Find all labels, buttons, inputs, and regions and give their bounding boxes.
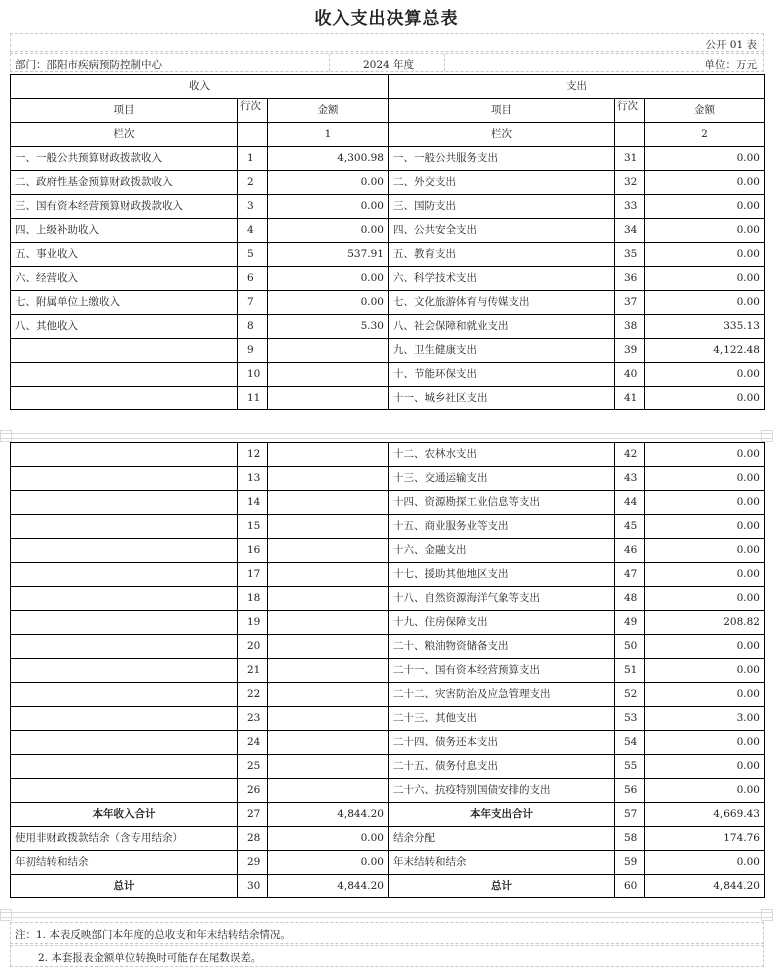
expense-row-number: 33 <box>614 194 644 218</box>
income-row-number: 30 <box>237 874 267 898</box>
expense-item-label: 十二、农林水支出 <box>388 442 614 466</box>
expense-amount: 0.00 <box>644 266 765 290</box>
info-divider <box>444 54 446 71</box>
income-amount: 0.00 <box>267 850 388 874</box>
income-amount: 0.00 <box>267 290 388 314</box>
expense-amount: 4,669.43 <box>644 802 765 826</box>
expense-row-number: 31 <box>614 146 644 170</box>
expense-row-number: 39 <box>614 338 644 362</box>
expense-item-label: 三、国防支出 <box>388 194 614 218</box>
table-row <box>10 266 765 290</box>
income-row-number: 5 <box>237 242 267 266</box>
note-2 <box>10 945 764 967</box>
expense-amount: 0.00 <box>644 218 765 242</box>
expense-amount: 335.13 <box>644 314 765 338</box>
income-item-label <box>10 682 237 706</box>
expense-row-number: 49 <box>614 610 644 634</box>
income-amount: 4,300.98 <box>267 146 388 170</box>
expense-amount: 0.00 <box>644 514 765 538</box>
expense-row-number: 46 <box>614 538 644 562</box>
income-amount <box>267 562 388 586</box>
income-item-label <box>10 514 237 538</box>
table-row <box>10 754 765 778</box>
income-item-label: 本年收入合计 <box>10 802 237 826</box>
table-row <box>10 778 765 802</box>
income-item-label: 六、经营收入 <box>10 266 237 290</box>
income-row-number: 10 <box>237 362 267 386</box>
expense-amount: 0.00 <box>644 586 765 610</box>
income-amount-header: 金额 <box>267 98 388 122</box>
expense-item-label: 二十、粮油物资储备支出 <box>388 634 614 658</box>
income-item-label <box>10 490 237 514</box>
income-row-number: 16 <box>237 538 267 562</box>
income-amount: 0.00 <box>267 170 388 194</box>
expense-row-number: 50 <box>614 634 644 658</box>
expense-row-number: 51 <box>614 658 644 682</box>
expense-item-label: 二十三、其他支出 <box>388 706 614 730</box>
income-item-label <box>10 658 237 682</box>
table-row <box>10 586 765 610</box>
income-row-number: 6 <box>237 266 267 290</box>
income-item-label: 年初结转和结余 <box>10 850 237 874</box>
expense-item-label: 四、公共安全支出 <box>388 218 614 242</box>
income-item-label <box>10 442 237 466</box>
table-row <box>10 634 765 658</box>
income-item-label: 一、一般公共预算财政拨款收入 <box>10 146 237 170</box>
income-amount: 0.00 <box>267 218 388 242</box>
income-item-label <box>10 730 237 754</box>
income-row-number: 29 <box>237 850 267 874</box>
info-bar <box>10 53 764 72</box>
expense-item-label: 十三、交通运输支出 <box>388 466 614 490</box>
note-1 <box>10 922 764 944</box>
income-amount <box>267 658 388 682</box>
income-amount <box>267 754 388 778</box>
table-row <box>10 610 765 634</box>
income-amount <box>267 338 388 362</box>
expense-item-label: 五、教育支出 <box>388 242 614 266</box>
expense-item-label: 十五、商业服务业等支出 <box>388 514 614 538</box>
header-row-seq <box>10 122 765 146</box>
expense-item-label: 九、卫生健康支出 <box>388 338 614 362</box>
department-label: 部门：邵阳市疾病预防控制中心 <box>15 59 162 71</box>
table-row <box>10 442 765 466</box>
expense-seq-number: 2 <box>644 122 765 146</box>
table-row <box>10 706 765 730</box>
expense-item-label: 结余分配 <box>388 826 614 850</box>
expense-item-label: 二十五、债务付息支出 <box>388 754 614 778</box>
table-row <box>10 242 765 266</box>
expense-amount: 0.00 <box>644 466 765 490</box>
expense-item-label: 八、社会保障和就业支出 <box>388 314 614 338</box>
expense-section-header: 支出 <box>388 74 765 98</box>
expense-item-label: 十七、援助其他地区支出 <box>388 562 614 586</box>
expense-row-number: 60 <box>614 874 644 898</box>
income-item-label <box>10 338 237 362</box>
expense-row-number: 44 <box>614 490 644 514</box>
expense-row-number: 52 <box>614 682 644 706</box>
expense-amount: 0.00 <box>644 442 765 466</box>
table-row <box>10 682 765 706</box>
expense-amount: 0.00 <box>644 634 765 658</box>
table-row <box>10 562 765 586</box>
table-row <box>10 538 765 562</box>
income-amount: 0.00 <box>267 194 388 218</box>
expense-amount: 3.00 <box>644 706 765 730</box>
table-row <box>10 170 765 194</box>
income-item-label: 五、事业收入 <box>10 242 237 266</box>
header-row-columns <box>10 98 765 122</box>
income-amount: 5.30 <box>267 314 388 338</box>
income-row-number: 18 <box>237 586 267 610</box>
income-row-number: 23 <box>237 706 267 730</box>
expense-row-number: 59 <box>614 850 644 874</box>
income-item-label <box>10 706 237 730</box>
info-divider <box>329 54 331 71</box>
income-item-label: 七、附属单位上缴收入 <box>10 290 237 314</box>
income-seq-label: 栏次 <box>10 122 237 146</box>
page-break-mark <box>0 909 12 921</box>
expense-amount: 0.00 <box>644 682 765 706</box>
page-break <box>0 912 773 918</box>
page-break <box>0 433 773 439</box>
expense-row-number: 42 <box>614 442 644 466</box>
note-text: 2. 本套报表金额单位转换时可能存在尾数误差。 <box>38 952 262 964</box>
expense-amount: 0.00 <box>644 362 765 386</box>
expense-item-label: 总计 <box>388 874 614 898</box>
income-amount <box>267 634 388 658</box>
expense-item-label: 七、文化旅游体育与传媒支出 <box>388 290 614 314</box>
expense-amount: 0.00 <box>644 490 765 514</box>
expense-row-number: 43 <box>614 466 644 490</box>
expense-row-number: 48 <box>614 586 644 610</box>
income-amount <box>267 466 388 490</box>
income-item-label <box>10 562 237 586</box>
income-item-label <box>10 778 237 802</box>
income-amount: 537.91 <box>267 242 388 266</box>
expense-amount: 0.00 <box>644 730 765 754</box>
expense-row-number: 57 <box>614 802 644 826</box>
expense-amount: 4,844.20 <box>644 874 765 898</box>
unit-label: 单位：万元 <box>704 59 757 71</box>
income-row-number: 14 <box>237 490 267 514</box>
year-label: 2024 年度 <box>363 59 415 71</box>
expense-amount: 0.00 <box>644 386 765 410</box>
expense-amount: 0.00 <box>644 562 765 586</box>
income-amount <box>267 490 388 514</box>
income-item-header: 项目 <box>10 98 237 122</box>
expense-item-label: 十六、金融支出 <box>388 538 614 562</box>
income-amount <box>267 538 388 562</box>
income-item-label <box>10 362 237 386</box>
expense-amount: 0.00 <box>644 754 765 778</box>
expense-item-header: 项目 <box>388 98 614 122</box>
expense-item-label: 本年支出合计 <box>388 802 614 826</box>
table-row <box>10 514 765 538</box>
income-amount: 4,844.20 <box>267 802 388 826</box>
expense-row-number: 54 <box>614 730 644 754</box>
note-text: 注：1. 本表反映部门本年度的总收支和年末结转结余情况。 <box>15 929 291 941</box>
income-amount <box>267 610 388 634</box>
expense-item-label: 二十一、国有资本经营预算支出 <box>388 658 614 682</box>
income-seq-blank <box>237 122 267 146</box>
income-row-number: 3 <box>237 194 267 218</box>
expense-seq-blank <box>614 122 644 146</box>
expense-row-number: 58 <box>614 826 644 850</box>
income-amount <box>267 442 388 466</box>
expense-item-label: 十八、自然资源海洋气象等支出 <box>388 586 614 610</box>
expense-item-label: 十、节能环保支出 <box>388 362 614 386</box>
income-amount <box>267 586 388 610</box>
income-amount <box>267 730 388 754</box>
table-row <box>10 194 765 218</box>
expense-row-number: 37 <box>614 290 644 314</box>
expense-amount: 0.00 <box>644 170 765 194</box>
expense-item-label: 二、外交支出 <box>388 170 614 194</box>
income-row-number: 27 <box>237 802 267 826</box>
income-item-label <box>10 610 237 634</box>
expense-row-number: 38 <box>614 314 644 338</box>
expense-amount: 0.00 <box>644 146 765 170</box>
income-row-number: 8 <box>237 314 267 338</box>
expense-item-label: 二十四、债务还本支出 <box>388 730 614 754</box>
expense-amount: 0.00 <box>644 242 765 266</box>
income-row-number: 13 <box>237 466 267 490</box>
table-row <box>10 146 765 170</box>
income-row-number: 21 <box>237 658 267 682</box>
income-row-number: 1 <box>237 146 267 170</box>
expense-rowno-header: 行次 <box>614 98 644 122</box>
income-row-number: 26 <box>237 778 267 802</box>
expense-amount: 4,122.48 <box>644 338 765 362</box>
income-amount <box>267 386 388 410</box>
header-row-sections <box>10 74 765 98</box>
income-row-number: 2 <box>237 170 267 194</box>
table-row <box>10 730 765 754</box>
expense-amount: 174.76 <box>644 826 765 850</box>
form-code-bar <box>10 33 764 52</box>
income-item-label: 三、国有资本经营预算财政拨款收入 <box>10 194 237 218</box>
income-row-number: 17 <box>237 562 267 586</box>
income-item-label: 使用非财政拨款结余（含专用结余） <box>10 826 237 850</box>
expense-row-number: 34 <box>614 218 644 242</box>
table-row <box>10 386 765 410</box>
income-rowno-header: 行次 <box>237 98 267 122</box>
expense-row-number: 55 <box>614 754 644 778</box>
expense-row-number: 45 <box>614 514 644 538</box>
income-item-label <box>10 538 237 562</box>
income-row-number: 22 <box>237 682 267 706</box>
table-row <box>10 466 765 490</box>
table-row <box>10 874 765 898</box>
income-item-label: 四、上级补助收入 <box>10 218 237 242</box>
expense-row-number: 56 <box>614 778 644 802</box>
expense-amount: 0.00 <box>644 778 765 802</box>
income-item-label <box>10 634 237 658</box>
table-row <box>10 850 765 874</box>
expense-item-label: 二十六、抗疫特别国债安排的支出 <box>388 778 614 802</box>
expense-amount: 0.00 <box>644 194 765 218</box>
income-item-label <box>10 386 237 410</box>
income-amount: 0.00 <box>267 826 388 850</box>
page-break-mark <box>0 430 12 442</box>
income-row-number: 15 <box>237 514 267 538</box>
table-row <box>10 314 765 338</box>
expense-item-label: 十一、城乡社区支出 <box>388 386 614 410</box>
expense-row-number: 41 <box>614 386 644 410</box>
expense-item-label: 二十二、灾害防治及应急管理支出 <box>388 682 614 706</box>
income-amount <box>267 778 388 802</box>
income-item-label <box>10 586 237 610</box>
expense-row-number: 47 <box>614 562 644 586</box>
expense-amount-header: 金额 <box>644 98 765 122</box>
table-row <box>10 338 765 362</box>
expense-amount: 0.00 <box>644 538 765 562</box>
income-item-label: 八、其他收入 <box>10 314 237 338</box>
income-item-label <box>10 466 237 490</box>
expense-seq-label: 栏次 <box>388 122 614 146</box>
income-amount <box>267 682 388 706</box>
income-amount <box>267 514 388 538</box>
table-row <box>10 362 765 386</box>
table-row <box>10 290 765 314</box>
expense-amount: 0.00 <box>644 658 765 682</box>
table-row <box>10 218 765 242</box>
income-amount <box>267 706 388 730</box>
income-row-number: 4 <box>237 218 267 242</box>
income-row-number: 20 <box>237 634 267 658</box>
expense-row-number: 36 <box>614 266 644 290</box>
income-row-number: 7 <box>237 290 267 314</box>
page-break-mark <box>761 909 773 921</box>
expense-item-label: 十四、资源勘探工业信息等支出 <box>388 490 614 514</box>
table-row <box>10 490 765 514</box>
income-amount <box>267 362 388 386</box>
expense-amount: 0.00 <box>644 290 765 314</box>
income-seq-number: 1 <box>267 122 388 146</box>
expense-row-number: 53 <box>614 706 644 730</box>
expense-amount: 208.82 <box>644 610 765 634</box>
income-row-number: 24 <box>237 730 267 754</box>
income-row-number: 12 <box>237 442 267 466</box>
expense-amount: 0.00 <box>644 850 765 874</box>
income-row-number: 11 <box>237 386 267 410</box>
expense-row-number: 35 <box>614 242 644 266</box>
income-row-number: 25 <box>237 754 267 778</box>
expense-item-label: 年末结转和结余 <box>388 850 614 874</box>
expense-row-number: 40 <box>614 362 644 386</box>
report-title: 收入支出决算总表 <box>314 9 459 29</box>
income-amount: 0.00 <box>267 266 388 290</box>
income-item-label <box>10 754 237 778</box>
income-section-header: 收入 <box>10 74 388 98</box>
form-code: 公开 01 表 <box>705 39 757 51</box>
income-row-number: 9 <box>237 338 267 362</box>
table-row <box>10 826 765 850</box>
expense-row-number: 32 <box>614 170 644 194</box>
page-break-mark <box>761 430 773 442</box>
table-row <box>10 802 765 826</box>
income-item-label: 二、政府性基金预算财政拨款收入 <box>10 170 237 194</box>
table-row <box>10 658 765 682</box>
income-row-number: 28 <box>237 826 267 850</box>
expense-item-label: 一、一般公共服务支出 <box>388 146 614 170</box>
income-item-label: 总计 <box>10 874 237 898</box>
expense-item-label: 十九、住房保障支出 <box>388 610 614 634</box>
income-row-number: 19 <box>237 610 267 634</box>
income-amount: 4,844.20 <box>267 874 388 898</box>
expense-item-label: 六、科学技术支出 <box>388 266 614 290</box>
